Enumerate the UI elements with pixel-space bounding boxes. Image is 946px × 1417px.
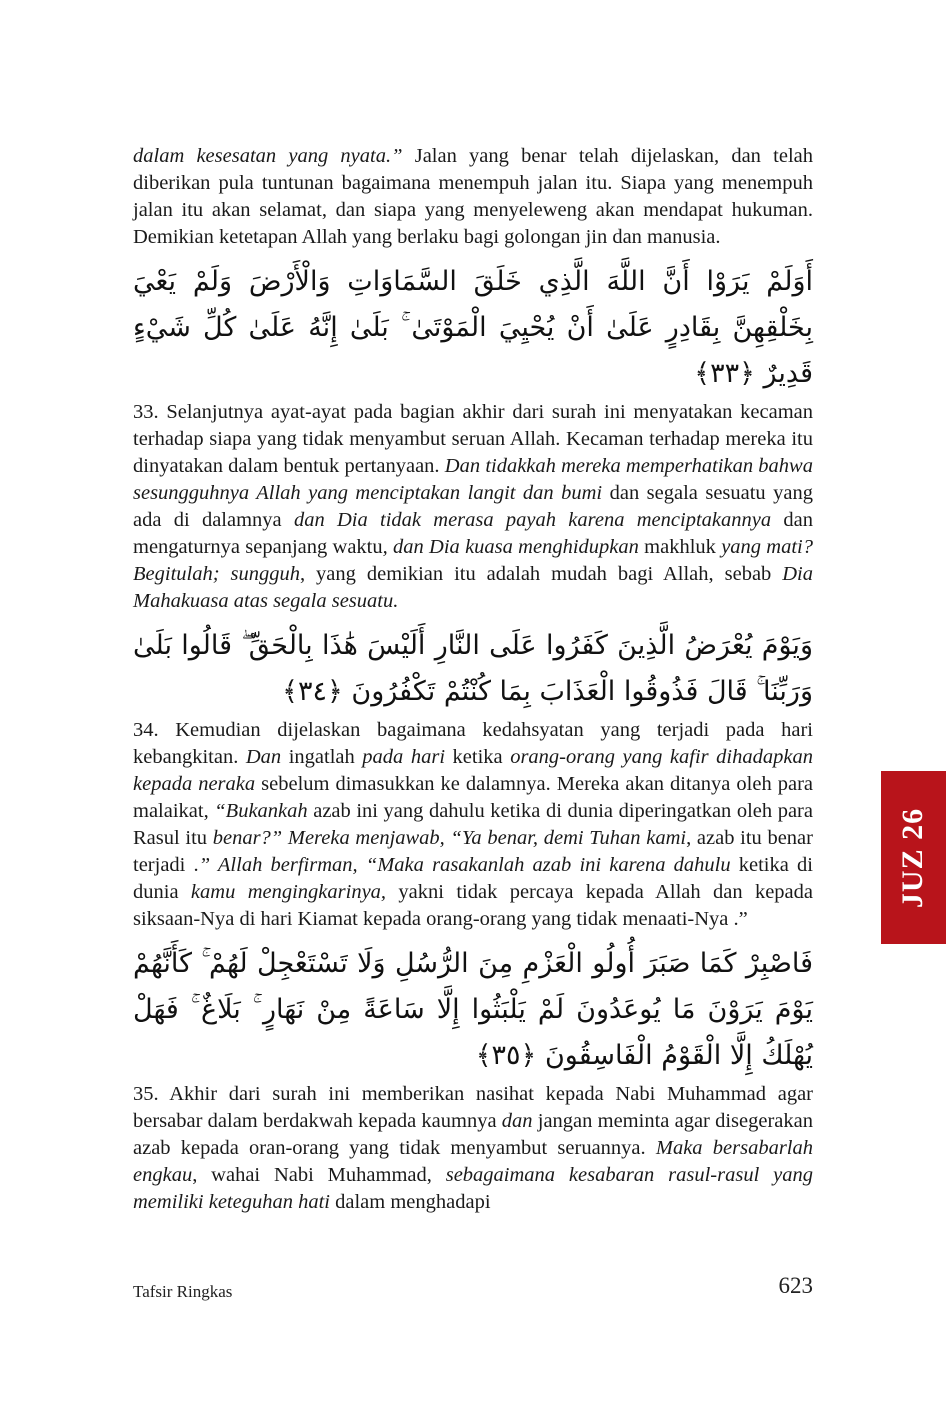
- p34-segment-5: orang-orang yang kafir dihadapkan kepada neraka: [133, 746, 813, 795]
- p34-segment-3: pada hari: [362, 746, 446, 768]
- p35-segment-0: 35. Akhir dari surah ini memberikan nasihat kepada Nabi Muhammad agar bersabar dalam berdakwah kepada kaumnya: [133, 1083, 813, 1132]
- page-content: [133, 143, 813, 1216]
- ayah-34: [133, 623, 813, 715]
- paragraph-35: [133, 1081, 813, 1216]
- p33-segment-5: , dan Dia kuasa menghidupkan: [382, 536, 639, 558]
- p33-segment-2: dan segala sesuatu yang ada di dalamnya: [133, 482, 813, 531]
- p33-segment-9: Dia Mahakuasa atas segala sesuatu.: [133, 563, 813, 612]
- p33-segment-4: dan mengaturnya sepanjang waktu: [133, 509, 813, 558]
- p35-segment-3: Maka bersabarlah engkau: [133, 1137, 813, 1186]
- p35-segment-5: sebagaimana kesabaran rasul-rasul yang memiliki keteguhan hati: [133, 1164, 813, 1213]
- p34-segment-9: benar?” Mereka menjawab, “Ya benar, demi Tuhan kami: [212, 827, 687, 849]
- p1-segment-0: dalam kesesatan yang nyata.”: [133, 145, 403, 167]
- ayah-34-number: ﴿٣٤﴾: [282, 676, 343, 707]
- p34-segment-4: ketika: [445, 746, 511, 768]
- p34-segment-1: Dan: [245, 746, 282, 768]
- p34-segment-8: azab ini yang dahulu ketika di dunia diperingatkan oleh para Rasul itu: [133, 800, 813, 849]
- p33-segment-3: dan Dia tidak merasa payah karena menciptakannya: [293, 509, 772, 531]
- ayah-35-number: ﴿٣٥﴾: [475, 1040, 537, 1071]
- p35-segment-4: , wahai Nabi Muhammad,: [192, 1164, 446, 1186]
- ayah-35-text: فَاصْبِرْ كَمَا صَبَرَ أُولُو الْعَزْمِ مِنَ الرُّسُلِ وَلَا تَسْتَعْجِلْ لَهُمْ ۚ كَأَنَّهُمْ يَوْمَ يَرَوْنَ مَا يُوعَدُونَ لَمْ يَلْبَثُوا إِلَّا سَاعَةً مِنْ نَهَارٍ ۚ بَلَاغٌ ۚ فَهَلْ يُهْلَكُ إِلَّا الْقَوْمُ الْفَاسِقُونَ: [133, 948, 813, 1071]
- p34-segment-14: yakni tidak percaya kepada Allah dan kepada siksaan-Nya di hari Kiamat kepada orang-orang yang tidak menaati-Nya .”: [133, 881, 813, 930]
- p33-segment-8: , yang demikian itu adalah mudah bagi Allah, sebab: [299, 563, 783, 585]
- paragraph-intro: [133, 143, 813, 251]
- p34-segment-12: ketika di dunia: [133, 854, 813, 903]
- ayah-33: [133, 259, 813, 397]
- paragraph-34: [133, 717, 813, 933]
- p34-segment-6: sebelum dimasukkan ke dalamnya. Mereka akan ditanya oleh para malaikat,: [133, 773, 813, 822]
- ayah-33-text: أَوَلَمْ يَرَوْا أَنَّ اللَّهَ الَّذِي خَلَقَ السَّمَاوَاتِ وَالْأَرْضَ وَلَمْ يَعْيَ بِخَلْقِهِنَّ بِقَادِرٍ عَلَىٰ أَنْ يُحْيِيَ الْمَوْتَىٰ ۚ بَلَىٰ إِنَّهُ عَلَىٰ كُلِّ شَيْءٍ قَدِيرٌ: [133, 266, 813, 389]
- p34-segment-2: ingatlah: [281, 746, 363, 768]
- page-number: 623: [778, 1273, 813, 1298]
- p34-segment-11: ” Allah berfirman, “Maka rasakanlah azab ini karena dahulu: [198, 854, 731, 876]
- ayah-33-number: ﴿٣٣﴾: [694, 358, 755, 389]
- footer-book-title: Tafsir Ringkas: [133, 1282, 233, 1301]
- p33-segment-0: 33. Selanjutnya ayat-ayat pada bagian akhir dari surah ini menyatakan kecaman terhadap siapa yang tidak menyambut seruan Allah. Kecaman terhadap mereka itu dinyatakan dalam bentuk pertanyaan.: [133, 401, 813, 477]
- p35-segment-2: jangan meminta agar disegerakan azab kepada oran-orang yang tidak menyambut seruannya.: [133, 1110, 813, 1159]
- p35-segment-6: dalam menghadapi: [329, 1191, 491, 1213]
- ayah-35: [133, 941, 813, 1079]
- p35-segment-1: dan: [501, 1110, 533, 1132]
- p34-segment-13: kamu mengingkarinya,: [190, 881, 387, 903]
- juz-label: JUZ 26: [896, 807, 930, 908]
- p33-segment-7: yang mati? Begitulah; sungguh: [133, 536, 814, 585]
- p34-segment-7: “Bukankah: [214, 800, 308, 822]
- p1-segment-1: Jalan yang benar telah dijelaskan, dan telah diberikan pula tuntunan bagaimana menempuh jalan itu. Siapa yang menempuh jalan itu akan selamat, dan siapa yang menyeleweng akan mendapat hukuman. Demikian ketetapan Allah yang berlaku bagi golongan jin dan manusia.: [133, 145, 813, 248]
- p34-segment-0: 34. Kemudian dijelaskan bagaimana kedahsyatan yang terjadi pada hari kebangkitan.: [133, 719, 813, 768]
- ayah-34-text: وَيَوْمَ يُعْرَضُ الَّذِينَ كَفَرُوا عَلَى النَّارِ أَلَيْسَ هَٰذَا بِالْحَقِّ ۖ قَالُوا بَلَىٰ وَرَبِّنَا ۚ قَالَ فَذُوقُوا الْعَذَابَ بِمَا كُنْتُمْ تَكْفُرُونَ: [133, 630, 813, 707]
- juz-tab: [881, 771, 946, 944]
- p34-segment-10: , azab itu benar terjadi .: [133, 827, 813, 876]
- paragraph-33: [133, 399, 813, 615]
- p33-segment-1: Dan tidakkah mereka memperhatikan bahwa sesungguhnya Allah yang menciptakan langit dan bumi: [133, 455, 813, 504]
- p33-segment-6: makhluk: [638, 536, 722, 558]
